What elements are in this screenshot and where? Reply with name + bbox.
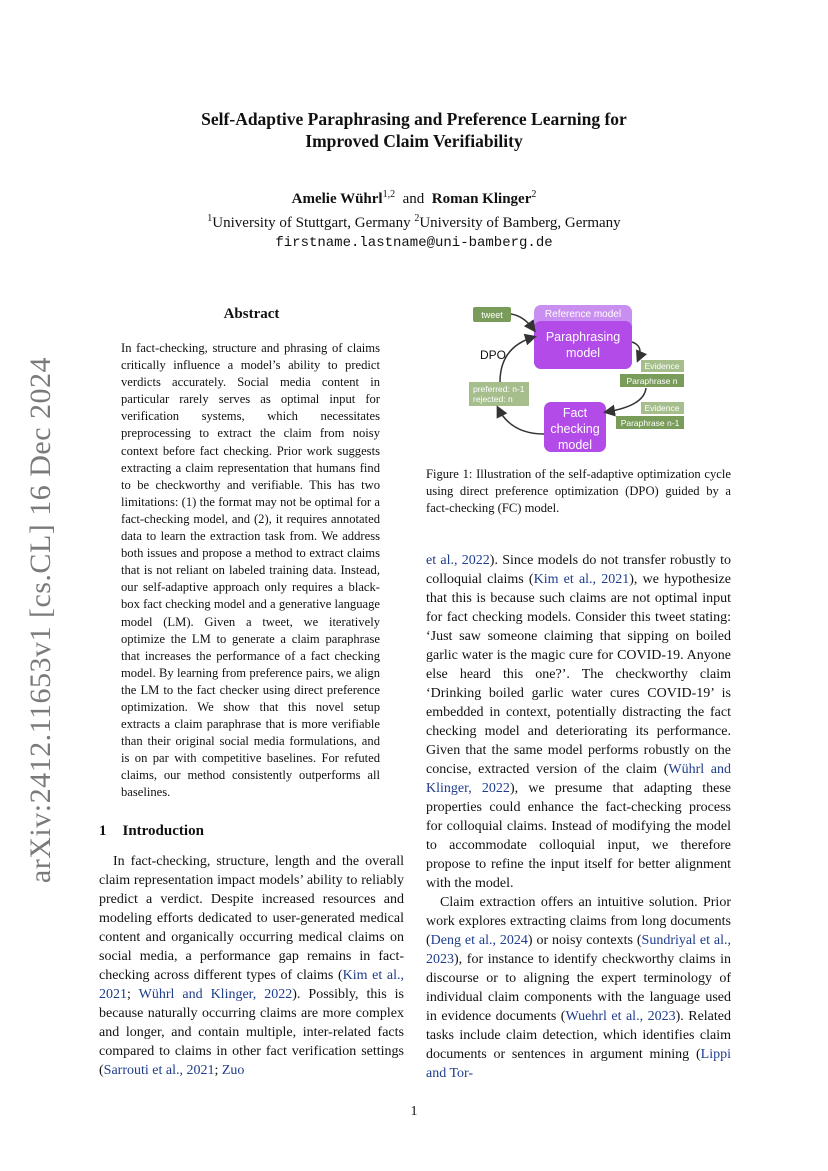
page-number: 1 [410,1104,418,1119]
citation-link[interactable]: Lippi and Tor- [426,1047,731,1081]
abstract-heading: Abstract [223,306,280,322]
citation-link[interactable]: Sundriyal et al., 2023 [426,933,731,967]
author-email: firstname.lastname@uni-bamberg.de [275,235,553,251]
author-conjunction: and [402,191,425,207]
citation-link[interactable]: Wührl and Klinger, 2022 [138,987,293,1002]
arrow-dpo-to-model [500,337,534,382]
section-title: Introduction [122,823,204,839]
paraphrase-n-label: Paraphrase n [626,376,678,386]
title-line-1: Self-Adaptive Paraphrasing and Preference Learning for [201,109,627,129]
paraphrasing-model-box [534,321,632,369]
intro-paragraph-2: Claim extraction offers an intuitive solution. Prior work explores extracting claims from long documents (Deng et al., 2024) or noisy contexts (Sundriyal et al., 2023), for instance to identify checkworthy claims in discourse or to aligning the expert terminology of individual claim components with the language used in evidence documents (Wuehrl et al., 2023). Related tasks include claim detection, which identifies claim documents or sentences in argument mining (Lippi and Tor- [426,895,731,1081]
rejected-label: rejected: n [473,394,513,404]
arrow-model-to-evidence [632,342,640,360]
dpo-label: DPO [480,348,507,362]
figure-1-diagram [466,302,724,452]
author-2-affiliation: 2 [531,189,537,200]
section-heading [99,823,204,840]
evidence-label-bottom: Evidence [644,403,680,413]
figure-1-caption: Figure 1: Illustration of the self-adaptive optimization cycle using direct preference optimization (DPO) guided by a fact-checking (FC) model. [426,467,731,515]
arrow-fc-to-pairs [498,408,544,434]
citation-link[interactable]: et al., 2022 [426,553,490,568]
citation-link[interactable]: Wuehrl et al., 2023 [565,1009,676,1024]
citation-link[interactable]: Kim et al., 2021 [533,572,630,587]
paper-title [0,108,828,152]
affiliation-2-marker: 2 [414,213,420,224]
paraphrasing-model-line-1: Paraphrasing [545,330,621,344]
arxiv-id: arXiv:2412.11653v1 [cs.CL] 16 Dec 2024 [24,356,57,884]
figure-1 [466,302,724,452]
author-2: Roman Klinger [431,191,532,207]
paraphrasing-model-line-2: model [565,346,601,360]
affiliation-1: University of Stuttgart, Germany [212,215,411,231]
reference-model-label: Reference model [544,309,622,320]
affiliation-1-marker: 1 [207,213,213,224]
paraphrase-n1-label: Paraphrase n-1 [620,418,680,428]
abstract-text: In fact-checking, structure and phrasing of claims critically influence a model’s ability to predict verdicts accurately. Social media content in particular rarely serves as optimal input for verification systems, which necessitates preprocessing to extract the claim from noisy context before fact checking. Prior work suggests extracting a claim representation that humans find to be checkworthy and verifiable. This has two limitations: (1) the format may not be optimal for a fact-checking model, and (2), it requires annotated data to learn the extraction task from. We address both issues and propose a method to extract claims that is not reliant on labeled training data. Instead, our self-adaptive approach only requires a black-box fact checking model and a generative language model (LM). Given a tweet, we iteratively optimize the LM to generate a claim paraphrase that increases the performance of a fact checking model. By learning from preference pairs, we align the LM to the fact checker using direct preference optimization. We show that this novel setup extracts a claim paraphrase that is more verifiable than their original social media formulations, and is on par with competitive baselines. For refuted claims, our method consistently outperforms all baselines. [121,341,380,800]
preferred-label: preferred: n-1 [473,384,525,394]
arrow-tweet-to-model [511,314,534,330]
fact-checking-line-2: checking [550,422,600,436]
citation-link[interactable]: Deng et al., 2024 [430,933,528,948]
right-column-body [426,551,731,1083]
title-line-2: Improved Claim Verifiability [305,131,523,151]
section-number: 1 [99,823,107,839]
intro-paragraph-1-cont: et al., 2022). Since models do not transfer robustly to colloquial claims (Kim et al., 2021), we hypothesize that this is because such claims are not optimal input for fact checking models. Consider this tweet stating: ‘Just saw someone claiming that sipping on boiled garlic water is the magic cure for COVID-19. Anyone else heard this one?’. The checkworthy claim ‘Drinking boiled garlic water cures COVID-19’ is embedded in context, potentially distracting the fact checking model and deteriorating its performance. Given that the same model performs robustly on the concise, extracted version of the claim (Wührl and Klinger, 2022), we presume that adapting these properties could enhance the fact-checking process for colloquial claims. Instead of modifying the model to accommodate colloquial input, we therefore propose to refine the input itself for better alignment with the model. [426,553,731,891]
citation-link[interactable]: Kim et al., 2021 [99,968,404,1002]
tweet-label: tweet [481,310,503,320]
citation-link[interactable]: Sarrouti et al., 2021 [103,1063,215,1078]
affiliation-line [0,209,828,233]
author-1-affiliation: 1,2 [382,189,396,200]
author-1: Amelie Wührl [291,191,383,207]
citation-link[interactable]: Wührl and Klinger, 2022 [426,762,731,796]
fact-checking-line-3: model [557,438,593,452]
left-column-body [99,852,404,1080]
arrow-evidence-to-fc [606,388,646,412]
affiliation-2: University of Bamberg, Germany [419,215,621,231]
evidence-label-top: Evidence [644,361,680,371]
intro-paragraph-1: In fact-checking, structure, length and the overall claim representation impact models’ ability to reliably predict a verdict. Despite increased resources and modeling efforts dedicated to user-generated medical content and organically occurring medical claims on social media, a performance gap remains in fact-checking across different types of claims (Kim et al., 2021; Wührl and Klinger, 2022). Possibly, this is because naturally occurring claims are more complex and longer, and contain multiple, inter-related facts compared to claims in other fact verification settings (Sarrouti et al., 2021; Zuo [99,854,404,1078]
author-block [0,185,828,253]
author-line [0,185,828,209]
fact-checking-line-1: Fact [562,406,588,420]
arxiv-stamp [16,356,66,884]
citation-link[interactable]: Zuo [221,1063,245,1078]
